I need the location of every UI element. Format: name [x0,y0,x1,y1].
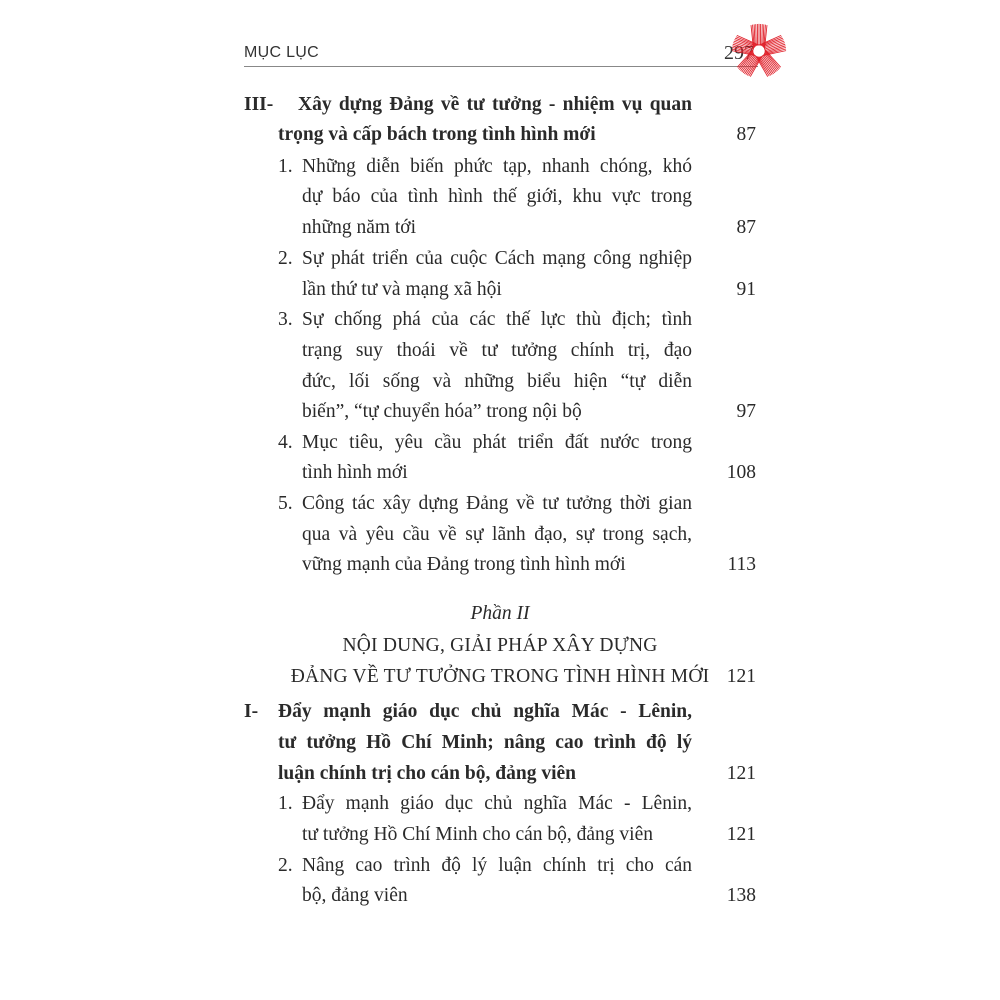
toc-page-number: 91 [736,279,756,300]
header-divider [244,66,758,67]
toc-page-number: 121 [726,666,756,687]
toc-entry-number: III- [244,94,274,115]
toc-entry-text: những năm tới [302,217,417,238]
toc-entry-text: lần thứ tư và mạng xã hội [302,279,502,300]
toc-page-number: 108 [726,462,756,483]
toc-entry-text-line [302,400,582,424]
toc-entry-text-line [302,278,502,302]
toc-entry-text-line [302,884,408,908]
toc-entry-text: tư tưởng Hồ Chí Minh; nâng cao trình độ lý [278,732,692,753]
toc-entry-text-line [302,339,692,363]
toc-entry-text: Nâng cao trình độ lý luận chính trị cho cán [302,855,692,876]
toc-entry-number: 5. [278,493,293,514]
toc-entry-text-line [302,370,692,394]
header-page-number: 297 [724,42,754,64]
toc-entry-number: I- [244,701,259,722]
publisher-star-logo-icon [730,22,788,80]
toc-entry-text-line [302,185,692,209]
toc-entry-text-line [278,762,576,786]
toc-entry-text-line [278,123,596,147]
toc-entry-number: 4. [278,432,293,453]
toc-entry-text: trạng suy thoái về tư tưởng chính trị, đạo [302,340,692,361]
toc-entry-number: 2. [278,248,293,269]
toc-entry-text-line [302,823,653,847]
part-label: Phần II [470,603,530,624]
toc-entry-text-line [278,731,692,755]
toc-entry-text-line [302,553,626,577]
toc-entry-text: luận chính trị cho cán bộ, đảng viên [278,763,576,784]
toc-entry-text: đức, lối sống và những biểu hiện “tự diễn [302,371,692,392]
toc-page-number: 121 [726,824,756,845]
toc-entry-text: trọng và cấp bách trong tình hình mới [278,124,596,145]
toc-page-number: 121 [726,763,756,784]
toc-entry-number: 1. [278,793,293,814]
toc-entry-text: dự báo của tình hình thế giới, khu vực trong [302,186,692,207]
toc-entry-text-line [302,523,692,547]
toc-entry-text: Công tác xây dựng Đảng về tư tưởng thời gian [302,493,692,514]
toc-page-number: 87 [736,124,756,145]
toc-entry-text-line [302,461,408,485]
toc-entry-text-line [302,155,692,179]
toc-entry-text: qua và yêu cầu về sự lãnh đạo, sự trong sạch, [302,524,692,545]
toc-entry-text-line [278,700,692,724]
toc-entry-number: 1. [278,156,293,177]
toc-page-number: 97 [736,401,756,422]
toc-entry-text: bộ, đảng viên [302,885,408,906]
toc-entry-text: Sự phát triển của cuộc Cách mạng công nghiệp [302,248,692,269]
toc-entry-text-line [302,854,692,878]
toc-entry-text: Xây dựng Đảng về tư tưởng - nhiệm vụ quan [298,94,692,115]
toc-page-number: 87 [736,217,756,238]
toc-entry-text: biến”, “tự chuyển hóa” trong nội bộ [302,401,582,422]
toc-page-number: 113 [727,554,756,575]
toc-entry-text: tình hình mới [302,462,408,483]
toc-entry-text-line [298,93,692,117]
toc-entry-text: vững mạnh của Đảng trong tình hình mới [302,554,626,575]
toc-entry-text: Đẩy mạnh giáo dục chủ nghĩa Mác - Lênin, [302,793,692,814]
toc-entry-text-line [302,308,692,332]
toc-entry-text-line [302,431,692,455]
toc-entry-number: 3. [278,309,293,330]
toc-entry-text: Đẩy mạnh giáo dục chủ nghĩa Mác - Lênin, [278,701,692,722]
part-title-line: NỘI DUNG, GIẢI PHÁP XÂY DỰNG [342,635,658,656]
toc-entry-text-line [302,216,416,240]
toc-entry-text-line [302,792,692,816]
toc-entry-text: Những diễn biến phức tạp, nhanh chóng, khó [302,156,692,177]
toc-page-number: 138 [726,885,756,906]
toc-entry-number: 2. [278,855,293,876]
toc-entry-text-line [302,247,692,271]
header-title: MỤC LỤC [244,44,319,61]
toc-entry-text: tư tưởng Hồ Chí Minh cho cán bộ, đảng viên [302,824,653,845]
part-title-line: ĐẢNG VỀ TƯ TƯỞNG TRONG TÌNH HÌNH MỚI [290,666,710,687]
toc-entry-text: Sự chống phá của các thế lực thù địch; tình [302,309,692,330]
toc-entry-text-line [302,492,692,516]
toc-entry-text: Mục tiêu, yêu cầu phát triển đất nước trong [302,432,692,453]
